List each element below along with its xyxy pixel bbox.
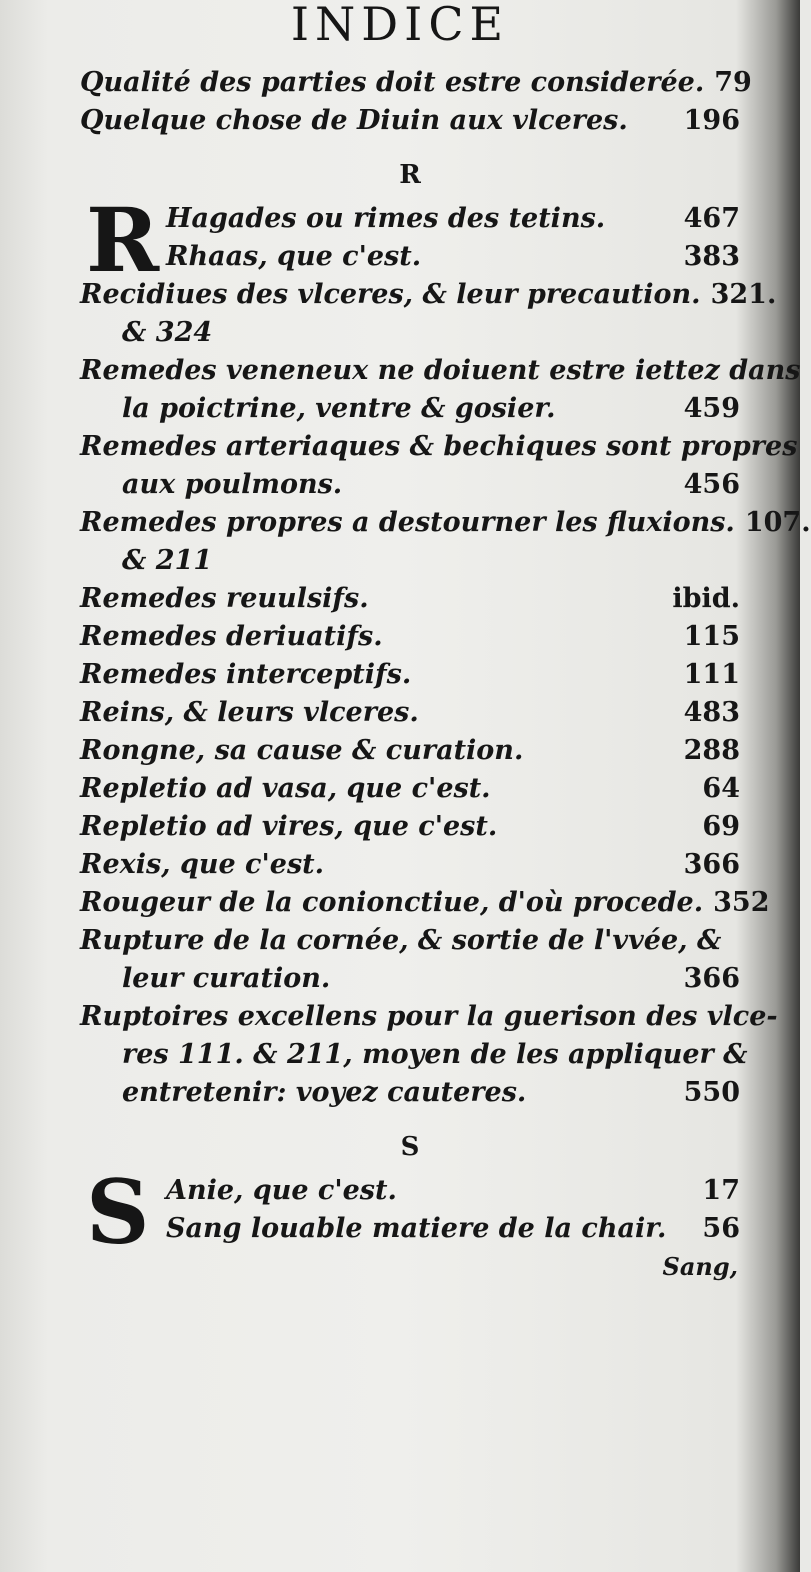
drop-cap-block-r <box>80 188 740 292</box>
entry-continuation <box>80 314 740 352</box>
index-entry <box>80 770 740 808</box>
entry-text: leur curation. <box>122 963 331 994</box>
entry-text: Anie, que c'est. <box>166 1175 397 1206</box>
catchword: Sang, <box>662 1252 738 1281</box>
section-letter-s: S <box>400 1132 420 1162</box>
entry-page: 366 <box>683 849 740 880</box>
drop-cap-block-s <box>80 1160 740 1264</box>
index-entry <box>80 694 740 732</box>
index-entry <box>80 64 752 102</box>
page-title: INDICE <box>290 0 510 51</box>
entry-text: Remedes propres a destourner les fluxions. <box>80 507 735 538</box>
drop-cap-s: S <box>86 1160 150 1264</box>
entry-page: 288 <box>683 735 740 766</box>
entry-text: Reins, & leurs vlceres. <box>80 697 419 728</box>
entry-text: Remedes veneneux ne doiuent estre iettez dans <box>80 355 801 386</box>
index-entry <box>80 1172 740 1210</box>
entry-text: res 111. & 211, moyen de les appliquer & <box>122 1039 748 1070</box>
entry-page: 69 <box>702 811 740 842</box>
entry-page: 366 <box>683 963 740 994</box>
index-entry <box>80 428 798 466</box>
index-entry <box>80 656 740 694</box>
entry-continuation <box>80 960 740 998</box>
entry-text: Sang louable matiere de la chair. <box>166 1213 667 1244</box>
entry-continuation <box>80 1074 740 1112</box>
entry-continuation <box>80 1036 748 1074</box>
entry-text: Repletio ad vasa, que c'est. <box>80 773 491 804</box>
index-entry <box>80 922 740 960</box>
drop-cap-r: R <box>86 188 160 292</box>
entry-page: 111 <box>683 659 740 690</box>
entry-text: Rougeur de la conionctiue, d'où procede. <box>80 887 704 918</box>
entry-text: Recidiues des vlceres, & leur precaution. <box>80 279 701 310</box>
entry-text: Remedes reuulsifs. <box>80 583 369 614</box>
index-entry <box>80 276 777 314</box>
entry-text: la poictrine, ventre & gosier. <box>122 393 556 424</box>
entry-text: entretenir: voyez cauteres. <box>122 1077 527 1108</box>
entry-page: 196 <box>683 105 740 136</box>
entry-continuation <box>80 466 740 504</box>
entry-text: Ruptoires excellens pour la guerison des vlce- <box>80 1001 778 1032</box>
index-entry <box>80 846 740 884</box>
entry-page: 115 <box>683 621 740 652</box>
index-entry <box>80 998 778 1036</box>
index-entry <box>80 238 740 276</box>
index-entry <box>80 808 740 846</box>
entry-page: 56 <box>702 1213 740 1244</box>
entry-text: Rupture de la cornée, & sortie de l'vvée, & <box>80 925 722 956</box>
entry-text: Repletio ad vires, que c'est. <box>80 811 498 842</box>
entry-page: 383 <box>683 241 740 272</box>
entry-page: 467 <box>683 203 740 234</box>
index-entry <box>80 504 811 542</box>
entry-text: Remedes interceptifs. <box>80 659 412 690</box>
section-letter-r: R <box>399 160 421 190</box>
entry-page: 483 <box>683 697 740 728</box>
entry-page: ibid. <box>672 583 740 614</box>
entry-page: 321. <box>710 279 777 310</box>
entry-text: aux poulmons. <box>122 469 343 500</box>
index-entry <box>80 618 740 656</box>
entry-page: 352 <box>713 887 770 918</box>
index-entry <box>80 1210 740 1248</box>
entry-page: 550 <box>683 1077 740 1108</box>
entry-page: 79 <box>714 67 752 98</box>
index-entries <box>80 64 811 1286</box>
index-entry <box>80 732 740 770</box>
index-entry <box>80 102 740 140</box>
index-entry <box>80 580 740 618</box>
entry-text: Remedes arteriaques & bechiques sont propres <box>80 431 798 462</box>
entry-text: & 324 <box>122 317 213 348</box>
entry-continuation <box>80 390 740 428</box>
entry-text: Rongne, sa cause & curation. <box>80 735 524 766</box>
entry-text: & 211 <box>122 545 213 576</box>
entry-text: Rexis, que c'est. <box>80 849 325 880</box>
entry-page: 107. <box>744 507 811 538</box>
entry-page: 456 <box>683 469 740 500</box>
entry-text: Hagades ou rimes des tetins. <box>166 203 606 234</box>
entry-text: Quelque chose de Diuin aux vlceres. <box>80 105 628 136</box>
entry-page: 64 <box>702 773 740 804</box>
index-entry <box>80 200 740 238</box>
index-entry <box>80 352 801 390</box>
entry-text: Remedes deriuatifs. <box>80 621 383 652</box>
entry-text: Rhaas, que c'est. <box>166 241 422 272</box>
entry-continuation <box>80 542 740 580</box>
index-entry <box>80 884 770 922</box>
entry-page: 17 <box>702 1175 740 1206</box>
entry-text: Qualité des parties doit estre considerée. <box>80 67 705 98</box>
entry-page: 459 <box>683 393 740 424</box>
